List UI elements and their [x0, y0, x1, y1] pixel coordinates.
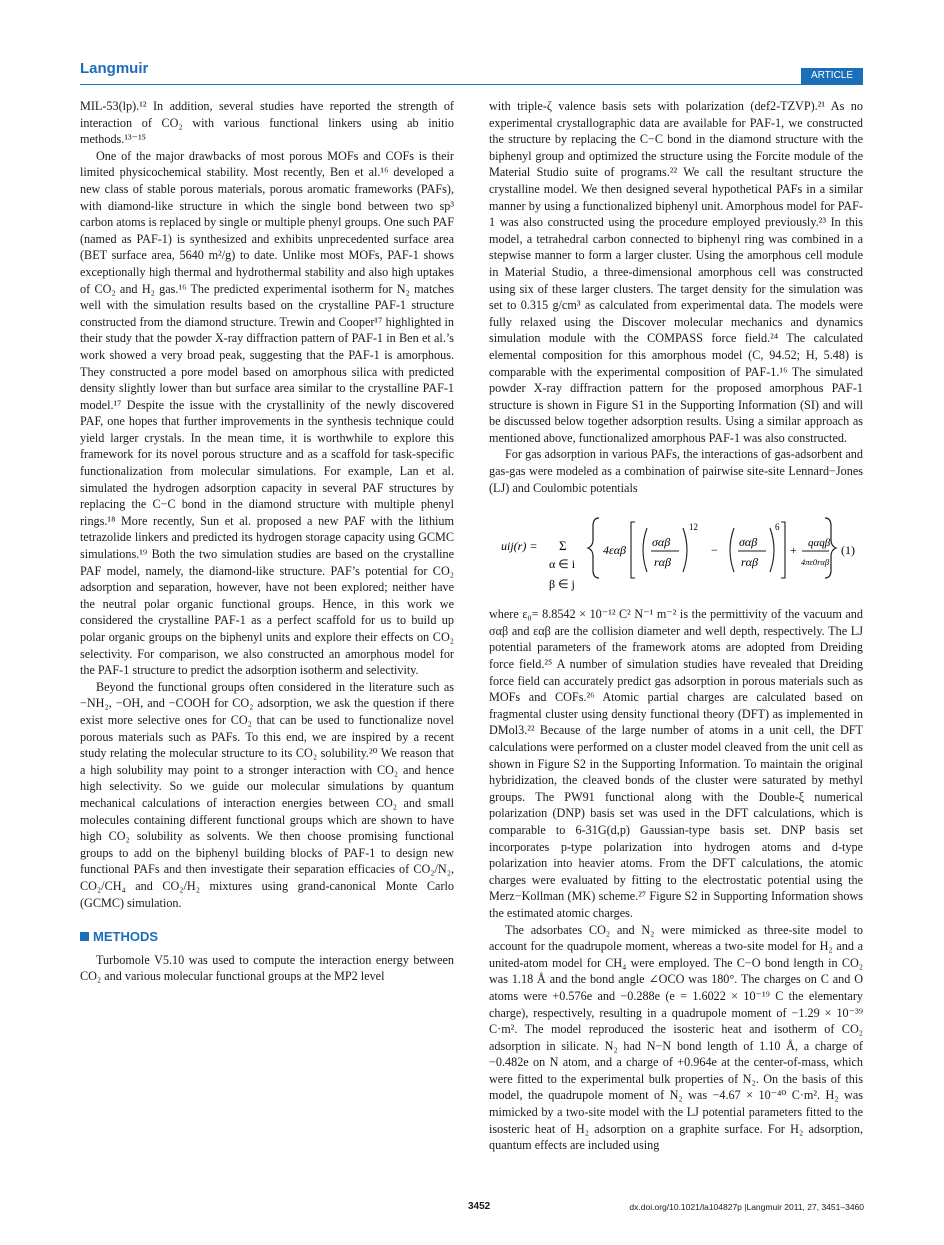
eq-sigma: Σ: [559, 538, 567, 554]
paragraph: with triple-ζ valence basis sets with polarization (def2-TZVP).²¹ As no experimental crystallographic data are available for PAF-1, we constructed the structure by replacing the C−C bond in the diamond structure with the biphenyl group and optimized the structure using the Forcite module of the Material Studio suite of programs.²² We call the resultant structure the crystalline model. We then designed several hypothetical PAFs in a similar manner by using a functionalized biphenyl unit. Amorphous model for PAF-1 was also constructed using the procedure employed previously.²³ In this model, a tetrahedral carbon connected to biphenyl ring was combined in a stepwise manner to form a larger cluster. Using the amorphous cell module in Material Studio, a three-dimensional amorphous cell was constructed using six of these larger clusters. The target density for the simulation was set to 0.315 g/cm³ as calculated from experimental data. The models were fully relaxed using the Discover molecular mechanics and dynamics simulation module with the COMPASS force field.²⁴ The calculated elemental composition for this amorphous model (C, 94.52; H, 5.48) is comparable with the experimental composition of PAF-1.¹⁶ The simulated powder X-ray diffraction pattern for the proposed amorphous PAF-1 structure is shown in Figure S1 in the Supporting Information (SI) and will be discussed below together adsorption results. Using a similar approach as mentioned above, functionalized amorphous PAF-1 was also constructed.: [489, 99, 863, 445]
article-tag: ARTICLE: [801, 68, 863, 84]
left-column: [80, 98, 454, 985]
right-column: [489, 98, 863, 1154]
page-number: 3452: [468, 1201, 491, 1212]
eq-exp12: 12: [689, 522, 698, 533]
eq-number: (1): [841, 543, 855, 558]
left-paren: [730, 528, 734, 572]
paragraph: MIL-53(lp).¹² In addition, several studies have reported the strength of interaction of CO₂ with various functional linkers using ab initio methods.¹³⁻¹⁵: [80, 99, 454, 147]
doi-link[interactable]: dx.doi.org/10.1021/la104827p |Langmuir 2011, 27, 3451–3460: [629, 1202, 864, 1212]
left-bracket: [631, 522, 635, 578]
right-bracket: [781, 522, 785, 578]
left-brace: [588, 518, 599, 578]
eq-coef: 4εαβ: [603, 543, 627, 558]
square-bullet-icon: [80, 932, 89, 941]
paragraph: One of the major drawbacks of most porous MOFs and COFs is their limited physicochemical stability. Most recently, Ben et al.¹⁶ developed a new class of stable porous materials, porous aromatic frameworks (PAFs), with diamond-like structure in which the single bond between two sp³ carbon atoms is replaced by single or multiple phenyl groups. One such PAF (named as PAF-1) is synthesized and exhibits unprecedented surface area (BET surface area, 5640 m²/g) to date. Unlike most MOFs, PAF-1 shows exceptionally high thermal and hydrothermal stability and also high uptakes of CO₂ and H₂ gas.¹⁶ The predicted experimental isotherm for N₂ matches well with the simulation results based on the crystalline PAF-1 structure constructed from the diamond structure. Trewin and Cooper¹⁷ highlighted in their study that the powder X-ray diffraction pattern of PAF-1 in Ben et al.’s work showed a very broad peak, suggesting that the PAF-1 is amorphous. They constructed a pore model based on amorphous silica with predicted density slightly lower than but surface area similar to the crystalline PAF-1 model.¹⁷ Despite the issue with the crystallinity of the newly discovered PAF, one hopes that further improvements in the synthesis technique could yield larger crystals. In the mean time, it is worthwhile to explore this framework for its novel porous structure and as a scaffold for task-specific functionalization from molecular simulations. For example, Lan et al. simulated the hydrogen adsorption capacity in several PAF structures by replacing the C−C bond in the diamond structure with multiple phenyl rings.¹⁸ More recently, Sun et al. proposed a new PAF with the lithium tetrazolide linkers and predicted its hydrogen storage capacity using GCMC simulations.¹⁹ Both the two simulation studies are based on the crystalline PAF model, namely, the diamond-like structure. PAF’s potential for CO₂ adsorption and separation, however, have not been explored; neither have the neutral polar organic functional groups. Hence, in this work we considered the crystalline PAF-1 as a perfect scaffold for us to build up polar organic groups on the biphenyl units and explore their effects on CO₂ selectivity. For comparison, we also constructed an amorphous model for the PAF-1 structure to predict the adsorption isotherm and selectivity.: [80, 148, 454, 678]
eq-r2: rαβ: [741, 555, 758, 570]
header-rule: [80, 84, 863, 85]
eq-lhs: uij(r) =: [501, 539, 538, 554]
paragraph: Beyond the functional groups often considered in the literature such as −NH₂, −OH, and −COOH for CO₂ adsorption, we ask the question if there exist more selective ones for CO₂ that can be used to functionalize novel porous materials such as PAFs. To this end, we are inspired by a recent study relating the molecular structure to its CO₂ solubility.²⁰ We reason that a high solubility may point to a stronger interaction with CO₂ and hence high selectivity. So we guide our molecular simulations by quantum mechanical calculations of interaction energies between CO₂ and small molecules containing different functional groups which are shown to have high CO₂ solubility as solvents. We then choose promising functional groups to add on the biphenyl building blocks of PAF-1 to design new functional PAFs and then investigate their separation efficacies of CO₂/N₂, CO₂/CH₄ and CO₂/H₂ mixtures using grand-canonical Monte Carlo (GCMC) simulation.: [80, 679, 454, 910]
eq-sigma1: σαβ: [652, 535, 671, 550]
section-heading-text: METHODS: [93, 929, 158, 945]
paragraph: where ε₀= 8.8542 × 10⁻¹² C² N⁻¹ m⁻² is the permittivity of the vacuum and σαβ and εαβ are the collision diameter and well depth, respectively. The LJ potential parameters of the framework atoms are adopted from Dreiding force field.²⁵ A number of simulation studies have revealed that Dreiding force field can accurately predict gas adsorption in porous materials such as MOFs and COFs.²⁶ Atomic partial charges are calculated based on fragmental cluster using density functional theory (DFT) as implemented in DMol3.²² Because of the large number of atoms in a unit cell, the DFT calculations were performed on a cluster model cleaved from the unit cell as shown in Figure S2 in the Supporting Information. To maintain the original hybridization, the cleaved bonds of the cluster were saturated by methyl groups. The PW91 functional along with the Double-ξ numerical polarization (DNP) basis set was used in the DFT calculations, which is comparable to 6-31G(d,p) Gaussian-type basis set. DNP basis set incorporates p-type polarization into hydrogen atoms and d-type polarization into heavier atoms. From the DFT calculations, the atomic charges were evaluated by fitting to the electrostatic potential using the Merz−Kollman (MK) scheme.²⁷ Figure S2 in Supporting Information shows the estimated atomic charges.: [489, 607, 863, 920]
eq-minus: −: [711, 543, 718, 558]
paragraph: For gas adsorption in various PAFs, the interactions of gas-adsorbent and gas-gas were modeled as a combination of pairwise site-site Lennard−Jones (LJ) and Coulombic potentials: [489, 447, 863, 495]
paragraph: The adsorbates CO₂ and N₂ were mimicked as three-site model to account for the quadrupole moment, whereas a two-site model for H₂ and a united-atom model for CH₄ were employed. The C−O bond length in CO₂ was 1.18 Å and the bond angle ∠OCO was 180°. The charges on C and O atoms were +0.576e and −0.288e (e = 1.6022 × 10⁻¹⁹ C the elementary charge), respectively, resulting in a quadrupole moment of −1.29 × 10⁻³⁹ C·m². The model reproduced the isosteric heat and isotherm of CO₂ adsorption in silicate. N₂ had N−N bond length of 1.10 Å, a charge of −0.482e on N atom, and a charge of +0.964e at the center-of-mass, which were fitted to the experimental bulk properties of N₂. On the basis of this model, the quadrupole moment of N₂ was −4.67 × 10⁻⁴⁰ C·m². H₂ was mimicked by a two-site model with the LJ potential parameters fitted to the isosteric heat of H₂ adsorption on a graphite surface. For H₂ adsorption, quantum effects are included using: [489, 922, 863, 1153]
paragraph: Turbomole V5.10 was used to compute the interaction energy between CO₂ and various molecular functional groups at the MP2 level: [80, 952, 454, 984]
eq-exp6: 6: [775, 522, 780, 533]
left-paren: [643, 528, 647, 572]
equation-1: [489, 504, 863, 598]
eq-sigma2: σαβ: [739, 535, 758, 550]
right-paren: [770, 528, 774, 572]
eq-sub-j: β ∈ j: [549, 577, 575, 592]
section-heading: [80, 929, 454, 946]
eq-qnum: qαqβ: [808, 537, 831, 550]
eq-plus: +: [790, 543, 797, 558]
eq-qden: 4πε0rαβ: [801, 557, 830, 568]
journal-name: Langmuir: [80, 60, 149, 77]
eq-sub-i: α ∈ i: [549, 557, 576, 572]
eq-r1: rαβ: [654, 555, 671, 570]
right-paren: [683, 528, 687, 572]
